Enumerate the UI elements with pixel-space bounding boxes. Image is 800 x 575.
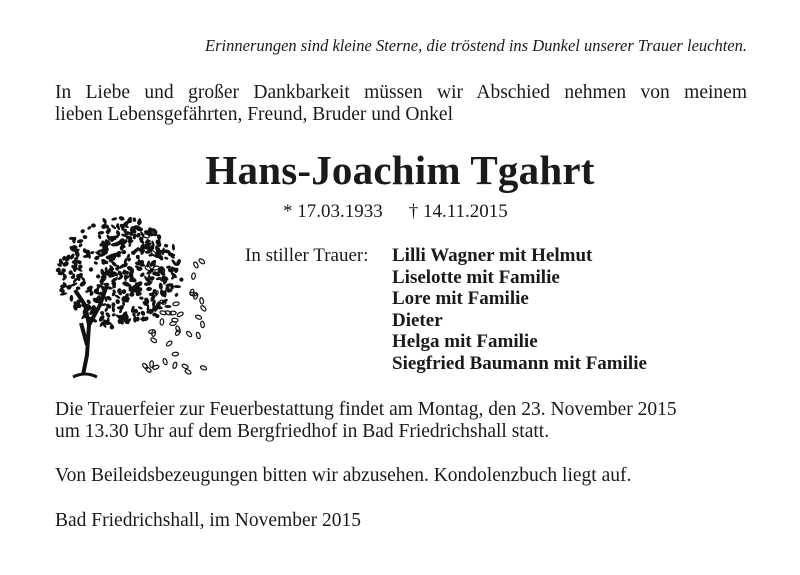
leaf [110, 224, 116, 230]
leaf [136, 255, 140, 259]
falling-leaf [200, 321, 204, 328]
falling-leaf [200, 305, 207, 312]
falling-leaf [181, 363, 188, 369]
falling-leaf [172, 362, 177, 369]
leaf [97, 231, 104, 235]
mourner: Lore mit Familie [392, 288, 529, 309]
death-date: † 14.11.2015 [408, 201, 508, 222]
leaf [109, 324, 115, 330]
mourner: Helga mit Familie [392, 331, 538, 352]
motto: Erinnerungen sind kleine Sterne, die tröstend ins Dunkel unserer Trauer leuchten. [205, 36, 747, 55]
leaf [137, 306, 143, 310]
leaf [93, 261, 98, 266]
mourner: Lilli Wagner mit Helmut [392, 245, 593, 266]
mourner: Dieter [392, 309, 443, 331]
falling-leaf [173, 301, 180, 306]
leaf [173, 285, 181, 288]
condolence-note: Von Beileidsbezeugungen bitten wir abzusehen. Kondolenzbuch liegt auf. [55, 465, 632, 486]
falling-leaf [200, 365, 207, 371]
falling-leaf [170, 321, 177, 326]
falling-leaf [177, 311, 184, 317]
leaf [146, 287, 152, 292]
falling-leaf [198, 258, 205, 265]
mourners-list [392, 245, 647, 374]
leaf [112, 313, 116, 317]
falling-leaf [191, 273, 196, 280]
falling-leaf [193, 261, 199, 268]
leaf [83, 235, 88, 239]
leaf [91, 223, 96, 228]
leaf [158, 282, 163, 290]
mourner: Siegfried Baumann mit Familie [392, 352, 647, 374]
leaf [129, 292, 135, 297]
leaf [164, 256, 169, 260]
birth-date: * 17.03.1933 [283, 201, 383, 222]
leaf [161, 247, 165, 255]
falling-leaf [172, 352, 179, 356]
leaf [140, 310, 146, 317]
leaf [163, 243, 168, 248]
leaf [115, 299, 121, 305]
deceased-name: Hans-Joachim Tgahrt [205, 147, 595, 193]
leaf [132, 217, 136, 222]
falling-leaf [160, 319, 164, 326]
intro-line-1: In Liebe und großer Dankbarkeit müssen wir Abschied nehmen von meinem [55, 82, 747, 103]
leaf [76, 239, 83, 244]
leaf [88, 266, 94, 272]
leaf [118, 215, 125, 221]
leaf [78, 243, 83, 248]
place-date: Bad Friedrichshall, im November 2015 [55, 510, 361, 531]
leaf [128, 242, 132, 247]
falling-leaf [150, 337, 157, 344]
falling-leaf [195, 314, 202, 320]
falling-leaf [184, 369, 191, 375]
leaf [123, 274, 129, 280]
leaf [79, 280, 88, 288]
leaf [80, 228, 86, 234]
leaf [97, 234, 102, 240]
leaf [111, 217, 118, 221]
falling-leaf [166, 340, 173, 347]
leaf [164, 305, 171, 308]
leaf [137, 218, 142, 226]
leaf [139, 296, 144, 300]
falling-leaf [199, 297, 204, 304]
mourner: Liselotte mit Familie [392, 266, 560, 288]
leaf [90, 251, 95, 255]
falling-leaf [142, 362, 149, 369]
leaf [100, 310, 105, 315]
tree-icon [45, 205, 215, 380]
leaf [179, 277, 184, 282]
mourning-label: In stiller Trauer: [245, 245, 369, 266]
leaf [111, 306, 115, 312]
leaf [70, 295, 74, 302]
falling-leaf [196, 332, 201, 339]
falling-leaf [162, 358, 168, 365]
funeral-line-2: um 13.30 Uhr auf dem Bergfriedhof in Bad Friedrichshall statt. [55, 421, 550, 442]
life-dates [283, 201, 534, 223]
leaf [95, 274, 101, 280]
leaf [174, 292, 179, 297]
intro-line-2: lieben Lebensgefährten, Freund, Bruder und Onkel [55, 104, 453, 125]
leaf [171, 244, 175, 251]
leaf [101, 276, 104, 281]
falling-leaf [186, 330, 193, 337]
funeral-line-1: Die Trauerfeier zur Feuerbestattung findet am Montag, den 23. November 2015 [55, 399, 677, 420]
